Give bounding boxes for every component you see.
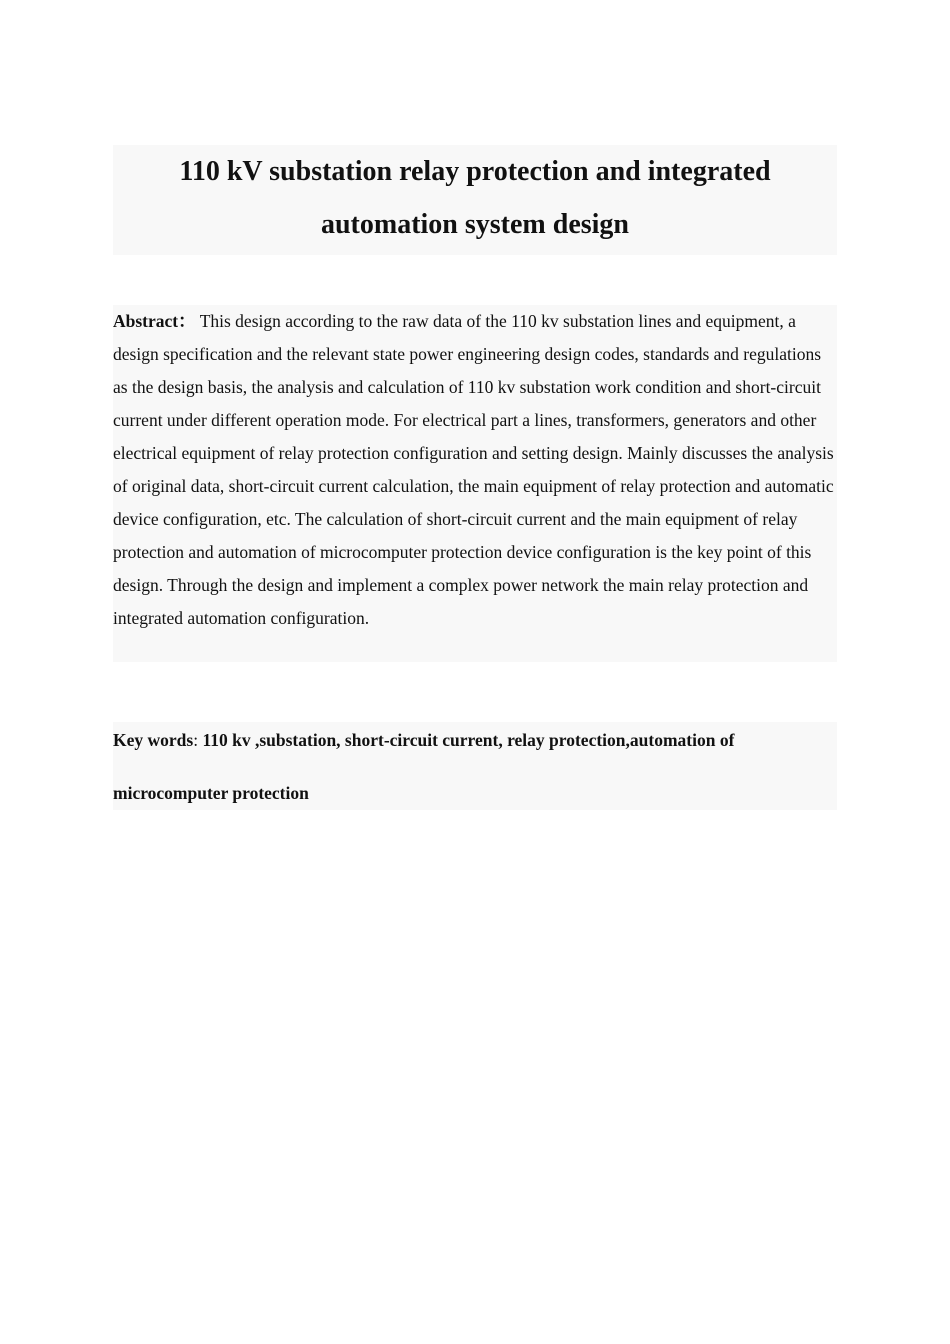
title-block: [113, 145, 837, 255]
abstract-paragraph: [113, 305, 837, 635]
keywords-terms: 110 kv ,substation, short-circuit current, relay protection,automation of microcomputer protection: [113, 730, 735, 803]
keywords-paragraph: [113, 714, 837, 820]
abstract-label: Abstract：: [113, 311, 196, 331]
title-line-2: automation system design: [320, 209, 629, 240]
keywords-label: Key words: [113, 730, 194, 750]
abstract-section: [113, 305, 837, 662]
abstract-text: This design according to the raw data of the 110 kv substation lines and equipment, a design specification and the relevant state power engineering design codes, standards and regulations as the design basis, the analysis and calculation of 110 kv substation work condition and short-circuit current under different operation mode. For electrical part a lines, transformers, generators and other electrical equipment of relay protection configuration and setting design. Mainly discusses the analysis of original data, short-circuit current calculation, the main equipment of relay protection and automatic device configuration, etc. The calculation of short-circuit current and the main equipment of relay protection and automation of microcomputer protection device configuration is the key point of this design. Through the design and implement a complex power network the main relay protection and integrated automation configuration.: [113, 311, 834, 628]
title-line-1: 110 kV substation relay protection and integrated: [179, 156, 771, 187]
keywords-section: [113, 722, 837, 810]
document-title: [113, 145, 837, 251]
keywords-separator: :: [193, 730, 203, 750]
